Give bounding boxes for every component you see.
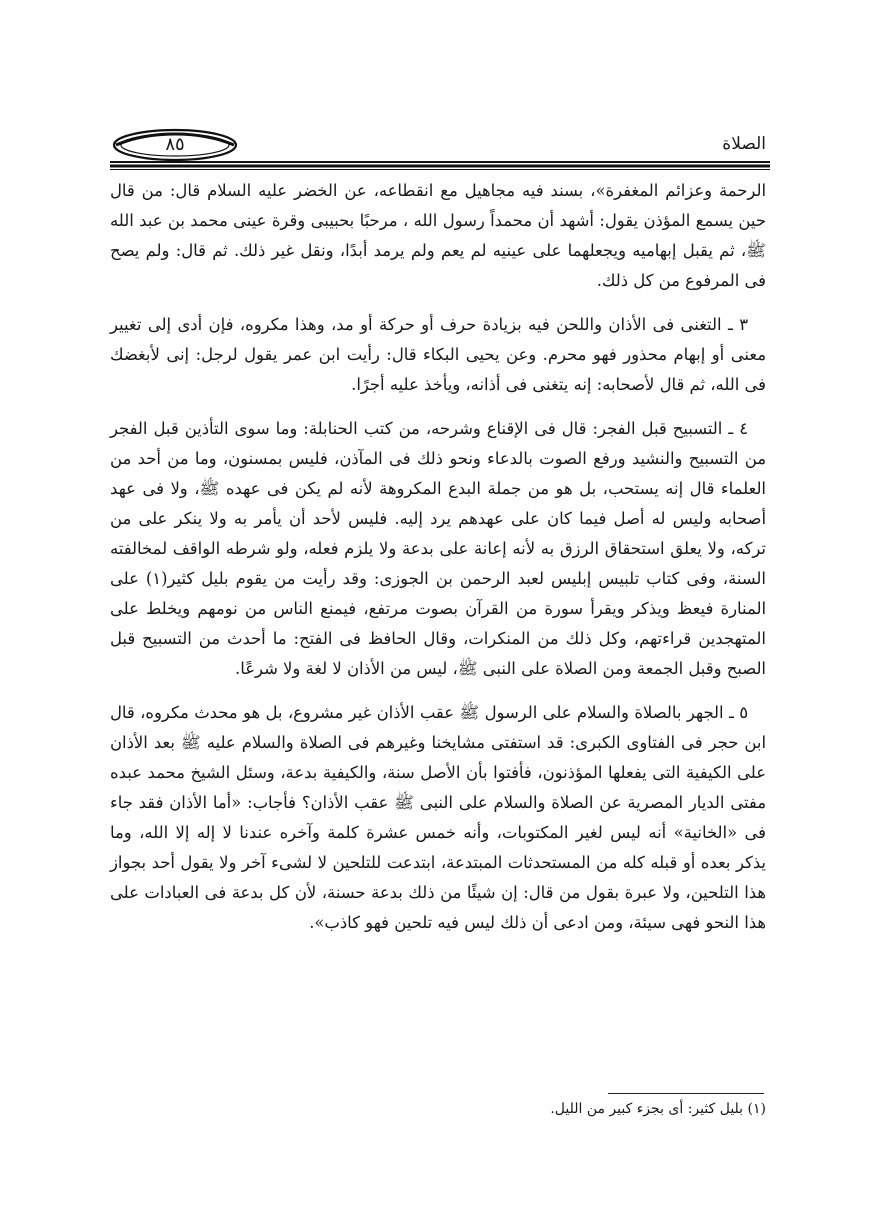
running-head: الصلاة	[722, 134, 766, 154]
footnote-rule	[608, 1093, 764, 1094]
page-header	[110, 126, 766, 166]
paragraph-item-5: ٥ ـ الجهر بالصلاة والسلام على الرسول ﷺ عقب الأذان غير مشروع، بل هو محدث مكروه، قال ابن حجر فى الفتاوى الكبرى: قد استفتى مشايخنا وغيرهم فى الصلاة والسلام عليه ﷺ بعد الأذان على الكيفية التى يفعلها المؤذنون، فأفتوا بأن الأصل سنة، والكيفية بدعة، وسئل الشيخ محمد عبده مفتى الديار المصرية عن الصلاة والسلام على النبى ﷺ عقب الأذان؟ فأجاب: «أما الأذان فقد جاء فى «الخانية» أنه ليس لغير المكتوبات، وأنه خمس عشرة كلمة وآخره عندنا لا إله إلا الله، وما يذكر بعده أو قبله كله من المستحدثات المبتدعة، ابتدعت للتلحين لا لشىء آخر ولا يقول أحد بجواز هذا التلحين، ولا عبرة بقول من قال: إن شيئًا من ذلك بدعة حسنة، لأن كل بدعة فى العبادات على هذا النحو فهى سيئة، ومن ادعى أن ذلك ليس فيه تلحين فهو كاذب».	[110, 703, 766, 932]
page-number-oval	[112, 128, 238, 162]
paragraph-item-4: ٤ ـ التسبيح قبل الفجر: قال فى الإقناع وشرحه، من كتب الحنابلة: وما سوى التأذين قبل الفجر من التسبيح والنشيد ورفع الصوت بالدعاء ونحو ذلك فى المآذن، فليس بمسنون، وما من أحد من العلماء قال إنه يستحب، بل هو من جملة البدع المكروهة لأنه لم يكن فى عهده ﷺ، ولا فى عهد أصحابه وليس له أصل فيما كان على عهدهم يرد إليه. فليس لأحد أن يأمر به ولا ينكر على من تركه، ولا يعلق استحقاق الرزق به لأنه إعانة على بدعة ولا يلزم فعله، ولو شرطه الواقف لمخالفته السنة، وفى كتاب تلبيس إبليس لعبد الرحمن بن الجوزى: وقد رأيت من يقوم بليل كثير(١) على المنارة فيعظ ويذكر ويقرأ سورة من القرآن بصوت مرتفع، فيمنع الناس من نومهم ويخلط على المتهجدين قراءتهم، وكل ذلك من المنكرات، وقال الحافظ فى الفتح: ما أحدث من التسبيح قبل الصبح وقبل الجمعة ومن الصلاة على النبى ﷺ، ليس من الأذان لا لغة ولا شرعًا.	[110, 419, 766, 678]
page-number: ٨٥	[165, 134, 185, 155]
footnote: (١) بليل كثير: أى بجزء كبير من الليل.	[550, 1101, 766, 1117]
body-text	[110, 176, 766, 952]
paragraph-item-3: ٣ ـ التغنى فى الأذان واللحن فيه بزيادة حرف أو حركة أو مد، وهذا مكروه، فإن أدى إلى تغيير معنى أو إبهام محذور فهو محرم. وعن يحيى البكاء قال: رأيت ابن عمر يقول لرجل: إنى لأبغضك فى الله، ثم قال لأصحابه: إنه يتغنى فى أذانه، ويأخذ عليه أجرًا.	[110, 315, 766, 394]
header-rule	[110, 161, 770, 171]
paragraph-continued: الرحمة وعزائم المغفرة»، بسند فيه مجاهيل مع انقطاعه، عن الخضر عليه السلام قال: من قال حين يسمع المؤذن يقول: أشهد أن محمداً رسول الله ، مرحبًا بحبيبى وقرة عينى محمد بن عبد الله ﷺ، ثم يقبل إبهاميه ويجعلهما على عينيه لم يعم ولم يرمد أبدًا، ونقل غير ذلك. ثم قال: ولم يصح فى المرفوع من كل ذلك.	[110, 181, 766, 290]
